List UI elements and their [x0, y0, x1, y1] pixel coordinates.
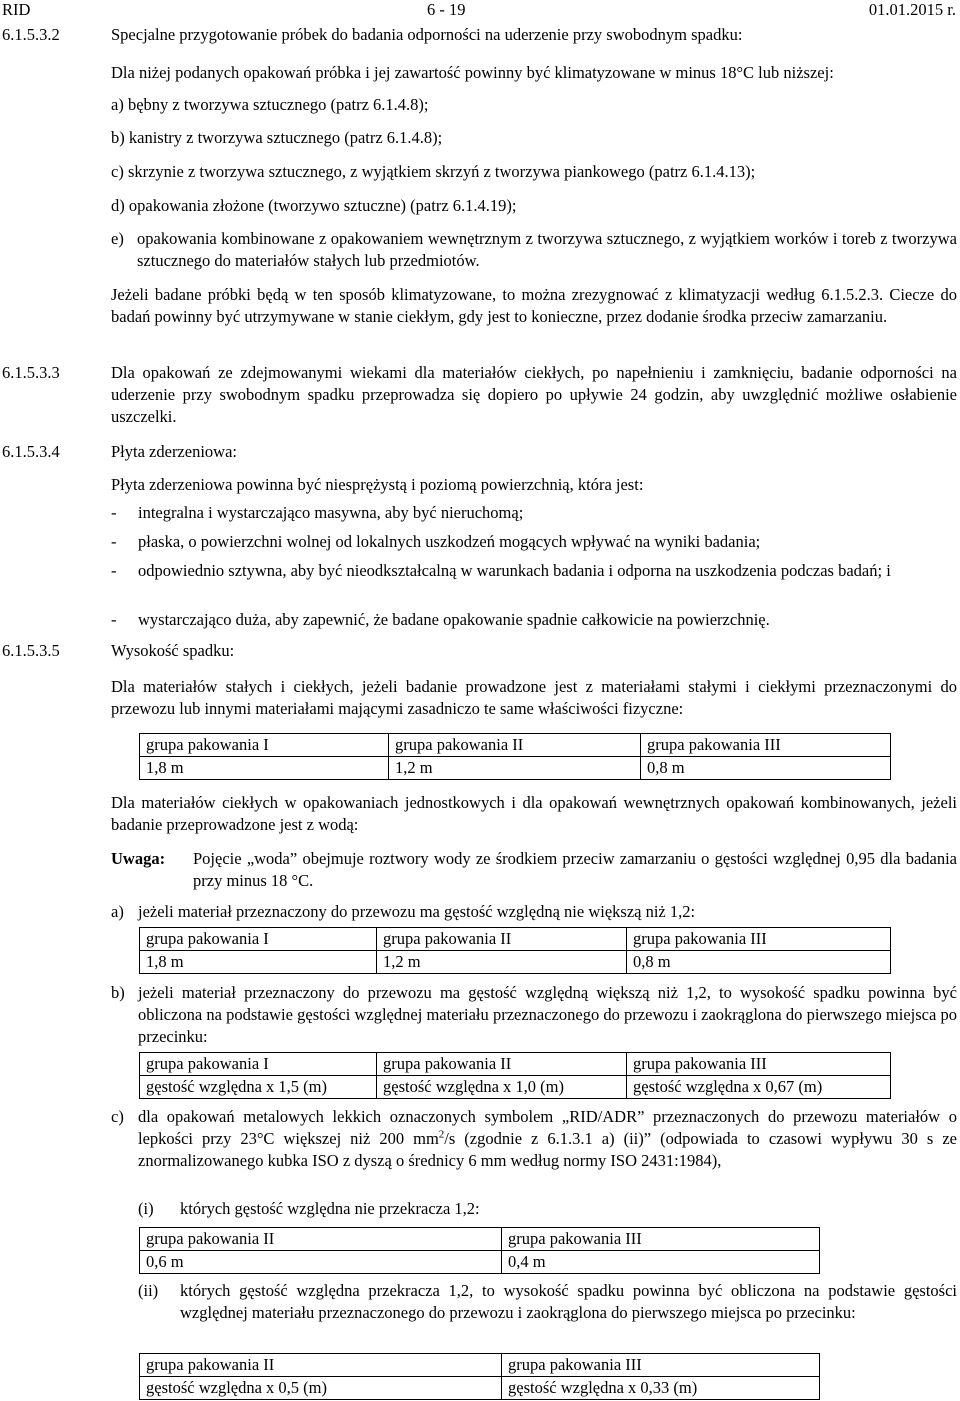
table-cell: 0,8 m [641, 757, 891, 780]
table-cell: grupa pakowania III [627, 1053, 891, 1076]
table-cell: 1,8 m [140, 757, 389, 780]
list-item-label: a) [111, 902, 124, 921]
list-item-c: c) skrzynie z tworzywa sztucznego, z wyjątkiem skrzyń z tworzywa piankowego (patrz 6.1.4.13); [111, 162, 756, 181]
section-number-6-1-5-3-5: 6.1.5.3.5 [2, 641, 60, 660]
paragraph-intro: Dla niżej podanych opakowań próbka i jej zawartość powinny być klimatyzowane w minus 18°C lub niższej: [111, 63, 834, 82]
table-cell: grupa pakowania III [502, 1354, 820, 1377]
paragraph-drop-height-liquids: Dla materiałów ciekłych w opakowaniach jednostkowych i dla opakowań wewnętrznych opakowań kombinowanych, jeżeli badanie przeprowadzone jest z wodą: [111, 793, 957, 834]
table-row [140, 1354, 820, 1377]
table-row [140, 734, 891, 757]
header-date: 01.01.2015 r. [868, 0, 956, 19]
table-cell: 0,8 m [627, 951, 891, 974]
section-title-6-1-5-3-5: Wysokość spadku: [111, 641, 235, 660]
superscript: 2 [438, 1128, 445, 1141]
table-row [140, 1377, 820, 1400]
table-cell: gęstość względna x 0,67 (m) [627, 1076, 891, 1099]
table-cell: gęstość względna x 0,33 (m) [502, 1377, 820, 1400]
table-cell: 0,6 m [140, 1251, 502, 1274]
list-item-b: b) kanistry z tworzywa sztucznego (patrz 6.1.4.8); [111, 128, 443, 147]
list-item-text-part: dla opakowań metalowych lekkich oznaczonych symbolem „RID/ADR” przeznaczonych do przewozu materiałów o lepkości przy 23°C większej niż 200 mm [138, 1107, 957, 1148]
table-cell: 1,2 m [389, 757, 641, 780]
bullet-item: integralna i wystarczająco masywna, aby być nieruchomą; [138, 503, 524, 522]
section-number-6-1-5-3-4: 6.1.5.3.4 [2, 442, 60, 461]
sublist-item-text: których gęstość względna nie przekracza 1,2: [180, 1199, 480, 1218]
table-drop-height-5 [139, 1353, 820, 1400]
table-cell: gęstość względna x 1,0 (m) [377, 1076, 627, 1099]
table-cell: gęstość względna x 0,5 (m) [140, 1377, 502, 1400]
sublist-item-label: (ii) [138, 1281, 159, 1300]
paragraph-drop-height-solids: Dla materiałów stałych i ciekłych, jeżeli badanie prowadzone jest z materiałami stałymi i ciekłymi przeznaczonymi do przewozu lub innymi materiałami mającymi zasadniczo te same właściwości fizyczne: [111, 677, 957, 718]
table-cell: 1,8 m [140, 951, 377, 974]
list-item-a: a) bębny z tworzywa sztucznego (patrz 6.1.4.8); [111, 95, 429, 114]
table-cell: grupa pakowania II [140, 1354, 502, 1377]
bullet-item: płaska, o powierzchni wolnej od lokalnych uszkodzeń mogących wpływać na wyniki badania; [138, 532, 761, 551]
table-cell: grupa pakowania II [377, 1053, 627, 1076]
table-drop-height-4 [139, 1227, 820, 1274]
list-item-text: jeżeli materiał przeznaczony do przewozu ma gęstość względną nie większą niż 1,2: [138, 902, 696, 921]
note-label: Uwaga: [111, 849, 166, 868]
table-cell: grupa pakowania I [140, 1053, 377, 1076]
sublist-item-label: (i) [138, 1199, 154, 1218]
table-cell: 0,4 m [502, 1251, 820, 1274]
table-cell: grupa pakowania III [641, 734, 891, 757]
bullet-dash: - [111, 532, 117, 551]
table-row [140, 1251, 820, 1274]
section-number-6-1-5-3-2: 6.1.5.3.2 [2, 25, 60, 44]
list-item-d: d) opakowania złożone (tworzywo sztuczne) (patrz 6.1.4.19); [111, 196, 517, 215]
section-title-6-1-5-3-4: Płyta zderzeniowa: [111, 442, 237, 461]
table-row [140, 757, 891, 780]
bullet-dash: - [111, 610, 117, 629]
table-cell: 1,2 m [377, 951, 627, 974]
section-title-6-1-5-3-2: Specjalne przygotowanie próbek do badania odporności na uderzenie przy swobodnym spadku: [111, 25, 743, 44]
table-drop-height-2 [139, 927, 891, 974]
note-text: Pojęcie „woda” obejmuje roztwory wody ze środkiem przeciw zamarzaniu o gęstości względnej 0,95 dla badania przy minus 18 °C. [193, 849, 957, 890]
list-item-text-part: /s (zgodnie z 6.1.3.1 a) (ii)” (odpowiada to czasowi wypływu 30 s ze znormalizowanego kubka ISO z dyszą o średnicy 6 mm według normy ISO 2431:1984), [138, 1129, 957, 1170]
table-row [140, 1053, 891, 1076]
table-cell: grupa pakowania II [389, 734, 641, 757]
section-number-6-1-5-3-3: 6.1.5.3.3 [2, 363, 60, 382]
table-cell: grupa pakowania III [502, 1228, 820, 1251]
sublist-item-text: których gęstość względna przekracza 1,2, to wysokość spadku powinna być obliczona na podstawie gęstości względnej materiału przeznaczonego do przewozu i zaokrąglona do pierwszego miejsca po przecinku: [180, 1281, 957, 1322]
header-page-number: 6 - 19 [427, 0, 466, 19]
bullet-dash: - [111, 503, 117, 522]
list-item-text: jeżeli materiał przeznaczony do przewozu ma gęstość względną większą niż 1,2, to wysokość spadku powinna być obliczona na podstawie gęstości względnej materiału przeznaczonego do przewozu i zaokrąglona do pierwszego miejsca po przecinku: [138, 983, 957, 1046]
paragraph-note: Jeżeli badane próbki będą w ten sposób klimatyzowane, to można zrezygnować z klimatyzacji według 6.1.5.2.3. Ciecze do badań powinny być utrzymywane w stanie ciekłym, gdy jest to konieczne, przez dodanie środka przeciw zamarzaniu. [111, 285, 957, 326]
list-item-e-text: opakowania kombinowane z opakowaniem wewnętrznym z tworzywa sztucznego, z wyjątkiem worków i toreb z tworzywa sztucznego do materiałów stałych lub przedmiotów. [137, 229, 957, 270]
list-item-text [138, 1106, 957, 1172]
bullet-item: odpowiednio sztywna, aby być nieodkształcalną w warunkach badania i odporna na uszkodzenia podczas badań; i [138, 561, 891, 580]
table-row [140, 1076, 891, 1099]
table-drop-height-1 [139, 733, 891, 780]
paragraph-6-1-5-3-3: Dla opakowań ze zdejmowanymi wiekami dla materiałów ciekłych, po napełnieniu i zamknięciu, badanie odporności na uderzenie przy swobodnym spadku przeprowadza się dopiero po upływie 24 godzin, aby uwzględnić możliwe osłabienie uszczelki. [111, 363, 957, 426]
paragraph-plate-intro: Płyta zderzeniowa powinna być niesprężystą i poziomą powierzchnią, która jest: [111, 475, 644, 494]
bullet-dash: - [111, 561, 117, 580]
table-row [140, 951, 891, 974]
table-cell: grupa pakowania I [140, 734, 389, 757]
table-row [140, 1228, 820, 1251]
table-cell: grupa pakowania II [377, 928, 627, 951]
list-item-label: b) [111, 983, 125, 1002]
table-cell: gęstość względna x 1,5 (m) [140, 1076, 377, 1099]
list-item-e-label: e) [111, 229, 124, 248]
table-cell: grupa pakowania I [140, 928, 377, 951]
bullet-item: wystarczająco duża, aby zapewnić, że badane opakowanie spadnie całkowicie na powierzchnię. [138, 610, 770, 629]
table-cell: grupa pakowania III [627, 928, 891, 951]
table-row [140, 928, 891, 951]
table-cell: grupa pakowania II [140, 1228, 502, 1251]
list-item-label: c) [111, 1107, 124, 1126]
table-drop-height-3 [139, 1052, 891, 1099]
header-left: RID [2, 0, 31, 19]
